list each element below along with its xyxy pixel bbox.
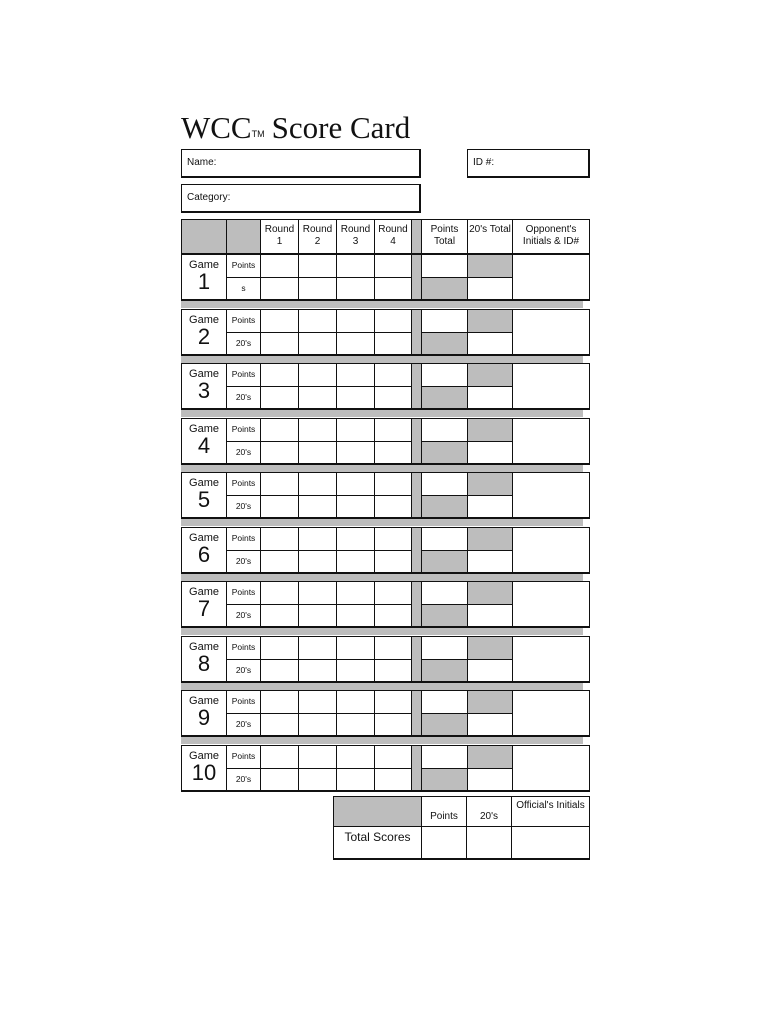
twenties-row-label: 20's	[226, 441, 260, 464]
header-blank-2	[226, 219, 260, 254]
points-total-shaded	[421, 441, 467, 464]
game-number: 7	[197, 596, 211, 621]
game-word: Game	[189, 641, 219, 653]
opponent-initials-cell[interactable]	[512, 690, 590, 736]
game-label	[181, 527, 226, 573]
opponent-initials-cell[interactable]	[512, 254, 590, 300]
round-1-points-cell[interactable]	[260, 418, 298, 441]
round-3-points-cell[interactable]	[336, 581, 374, 604]
twenties-total-cell[interactable]	[467, 386, 512, 409]
round-1-points-cell[interactable]	[260, 636, 298, 659]
opponent-initials-cell[interactable]	[512, 309, 590, 355]
round-1-points-cell[interactable]	[260, 581, 298, 604]
game-row	[181, 527, 590, 573]
game-bottom-rule	[181, 790, 590, 792]
column-divider	[411, 254, 421, 300]
opponent-initials-cell[interactable]	[512, 472, 590, 518]
game-number: 8	[197, 651, 211, 676]
twenties-total-cell[interactable]	[467, 277, 512, 300]
game-separator	[181, 574, 583, 581]
game-label	[181, 690, 226, 736]
header-points-total: Points Total	[421, 219, 467, 254]
total-points-cell[interactable]	[421, 826, 466, 860]
twenties-row-label: 20's	[226, 550, 260, 573]
round-2-points-cell[interactable]	[298, 254, 336, 277]
opponent-initials-cell[interactable]	[512, 745, 590, 791]
column-divider	[411, 527, 421, 573]
round-2-20s-cell[interactable]	[298, 441, 336, 464]
points-row-label: Points	[226, 363, 260, 386]
round-4-20s-cell[interactable]	[374, 604, 411, 627]
points-total-cell[interactable]	[421, 636, 467, 659]
twenties-total-cell[interactable]	[467, 659, 512, 682]
round-4-points-cell[interactable]	[374, 527, 411, 550]
round-1-20s-cell[interactable]	[260, 713, 298, 736]
twenties-row-label: s	[226, 277, 260, 300]
points-total-shaded	[421, 332, 467, 355]
round-2-points-cell[interactable]	[298, 636, 336, 659]
column-header-row	[181, 219, 590, 254]
round-1-20s-cell[interactable]	[260, 277, 298, 300]
round-4-20s-cell[interactable]	[374, 332, 411, 355]
id-field[interactable]	[467, 149, 590, 178]
round-2-points-cell[interactable]	[298, 581, 336, 604]
points-total-cell[interactable]	[421, 309, 467, 332]
twenties-total-shaded	[467, 472, 512, 495]
game-label	[181, 472, 226, 518]
round-3-points-cell[interactable]	[336, 254, 374, 277]
game-number: 9	[197, 705, 211, 730]
twenties-total-cell[interactable]	[467, 550, 512, 573]
twenties-row-label: 20's	[226, 495, 260, 518]
twenties-total-cell[interactable]	[467, 441, 512, 464]
round-3-20s-cell[interactable]	[336, 495, 374, 518]
opponent-initials-cell[interactable]	[512, 527, 590, 573]
total-20s-cell[interactable]	[466, 826, 511, 860]
round-3-20s-cell[interactable]	[336, 386, 374, 409]
round-4-points-cell[interactable]	[374, 472, 411, 495]
points-total-shaded	[421, 768, 467, 791]
round-4-20s-cell[interactable]	[374, 550, 411, 573]
round-3-points-cell[interactable]	[336, 309, 374, 332]
officials-initials-cell[interactable]	[511, 826, 590, 860]
twenties-total-shaded	[467, 690, 512, 713]
round-1-points-cell[interactable]	[260, 309, 298, 332]
round-4-20s-cell[interactable]	[374, 659, 411, 682]
round-3-20s-cell[interactable]	[336, 768, 374, 791]
header-round-3: Round 3	[336, 219, 374, 254]
round-4-20s-cell[interactable]	[374, 768, 411, 791]
game-separator	[181, 301, 583, 308]
game-separator	[181, 683, 583, 690]
round-1-20s-cell[interactable]	[260, 659, 298, 682]
header-divider	[411, 219, 421, 254]
twenties-total-shaded	[467, 309, 512, 332]
header-round-4: Round 4	[374, 219, 411, 254]
points-row-label: Points	[226, 254, 260, 277]
round-3-points-cell[interactable]	[336, 363, 374, 386]
round-4-20s-cell[interactable]	[374, 277, 411, 300]
points-total-shaded	[421, 495, 467, 518]
round-3-points-cell[interactable]	[336, 472, 374, 495]
round-2-points-cell[interactable]	[298, 418, 336, 441]
twenties-row-label: 20's	[226, 604, 260, 627]
round-4-points-cell[interactable]	[374, 309, 411, 332]
opponent-initials-cell[interactable]	[512, 363, 590, 409]
column-divider	[411, 472, 421, 518]
round-2-20s-cell[interactable]	[298, 550, 336, 573]
points-total-shaded	[421, 550, 467, 573]
game-separator	[181, 410, 583, 417]
game-row	[181, 418, 590, 464]
round-4-points-cell[interactable]	[374, 363, 411, 386]
game-number: 4	[197, 433, 211, 458]
game-label	[181, 581, 226, 627]
round-2-20s-cell[interactable]	[298, 332, 336, 355]
category-label: Category:	[187, 192, 231, 203]
round-3-points-cell[interactable]	[336, 690, 374, 713]
game-label	[181, 636, 226, 682]
totals-blank	[333, 796, 421, 826]
game-word: Game	[189, 259, 219, 271]
round-1-20s-cell[interactable]	[260, 768, 298, 791]
round-2-points-cell[interactable]	[298, 363, 336, 386]
totals-table	[333, 796, 590, 860]
points-total-shaded	[421, 386, 467, 409]
round-3-20s-cell[interactable]	[336, 713, 374, 736]
header-opponent: Opponent's Initials & ID#	[512, 219, 590, 254]
round-1-points-cell[interactable]	[260, 254, 298, 277]
game-row	[181, 254, 590, 300]
round-1-20s-cell[interactable]	[260, 495, 298, 518]
round-4-20s-cell[interactable]	[374, 495, 411, 518]
points-row-label: Points	[226, 581, 260, 604]
points-total-cell[interactable]	[421, 472, 467, 495]
header-round-1: Round 1	[260, 219, 298, 254]
twenties-total-cell[interactable]	[467, 604, 512, 627]
twenties-total-shaded	[467, 254, 512, 277]
points-row-label: Points	[226, 418, 260, 441]
round-2-points-cell[interactable]	[298, 690, 336, 713]
name-label: Name:	[187, 157, 217, 168]
opponent-initials-cell[interactable]	[512, 581, 590, 627]
points-total-shaded	[421, 713, 467, 736]
opponent-initials-cell[interactable]	[512, 636, 590, 682]
round-2-20s-cell[interactable]	[298, 277, 336, 300]
round-4-points-cell[interactable]	[374, 581, 411, 604]
game-word: Game	[189, 750, 219, 762]
game-row	[181, 581, 590, 627]
twenties-row-label: 20's	[226, 332, 260, 355]
game-label	[181, 363, 226, 409]
title-main: WCC	[181, 110, 252, 145]
round-2-20s-cell[interactable]	[298, 495, 336, 518]
game-separator	[181, 519, 583, 526]
totals-points-header: Points	[421, 796, 466, 826]
points-total-shaded	[421, 277, 467, 300]
game-separator	[181, 465, 583, 472]
points-total-cell[interactable]	[421, 363, 467, 386]
game-separator	[181, 628, 583, 635]
round-3-20s-cell[interactable]	[336, 659, 374, 682]
round-4-points-cell[interactable]	[374, 254, 411, 277]
round-1-points-cell[interactable]	[260, 472, 298, 495]
points-total-shaded	[421, 604, 467, 627]
round-4-points-cell[interactable]	[374, 690, 411, 713]
twenties-total-cell[interactable]	[467, 332, 512, 355]
round-4-points-cell[interactable]	[374, 636, 411, 659]
game-row	[181, 363, 590, 409]
total-scores-label: Total Scores	[333, 826, 421, 860]
points-total-cell[interactable]	[421, 690, 467, 713]
points-total-cell[interactable]	[421, 745, 467, 768]
round-1-20s-cell[interactable]	[260, 604, 298, 627]
game-separator	[181, 737, 583, 744]
twenties-total-cell[interactable]	[467, 495, 512, 518]
round-2-points-cell[interactable]	[298, 745, 336, 768]
trademark-mark: TM	[251, 129, 265, 139]
game-row	[181, 745, 590, 791]
column-divider	[411, 418, 421, 464]
round-3-points-cell[interactable]	[336, 527, 374, 550]
column-divider	[411, 690, 421, 736]
game-row	[181, 309, 590, 355]
points-row-label: Points	[226, 472, 260, 495]
twenties-row-label: 20's	[226, 768, 260, 791]
opponent-initials-cell[interactable]	[512, 418, 590, 464]
round-1-20s-cell[interactable]	[260, 386, 298, 409]
game-number: 2	[197, 324, 211, 349]
round-3-20s-cell[interactable]	[336, 441, 374, 464]
game-label	[181, 745, 226, 791]
round-2-points-cell[interactable]	[298, 472, 336, 495]
game-word: Game	[189, 532, 219, 544]
round-4-20s-cell[interactable]	[374, 441, 411, 464]
column-divider	[411, 636, 421, 682]
round-2-points-cell[interactable]	[298, 309, 336, 332]
round-2-20s-cell[interactable]	[298, 659, 336, 682]
twenties-total-shaded	[467, 636, 512, 659]
header-round-2: Round 2	[298, 219, 336, 254]
round-1-20s-cell[interactable]	[260, 332, 298, 355]
round-4-points-cell[interactable]	[374, 745, 411, 768]
twenties-total-shaded	[467, 581, 512, 604]
column-divider	[411, 309, 421, 355]
round-2-20s-cell[interactable]	[298, 386, 336, 409]
game-row	[181, 636, 590, 682]
round-2-points-cell[interactable]	[298, 527, 336, 550]
game-word: Game	[189, 695, 219, 707]
header-20s-total: 20's Total	[467, 219, 512, 254]
points-row-label: Points	[226, 745, 260, 768]
points-row-label: Points	[226, 309, 260, 332]
points-total-cell[interactable]	[421, 581, 467, 604]
round-1-points-cell[interactable]	[260, 745, 298, 768]
totals-officials-header: Official's Initials	[511, 796, 590, 826]
twenties-total-shaded	[467, 418, 512, 441]
title-rest: Score Card	[271, 110, 411, 145]
game-label	[181, 254, 226, 300]
points-row-label: Points	[226, 690, 260, 713]
round-3-20s-cell[interactable]	[336, 332, 374, 355]
twenties-total-shaded	[467, 745, 512, 768]
round-3-points-cell[interactable]	[336, 745, 374, 768]
game-label	[181, 418, 226, 464]
game-word: Game	[189, 368, 219, 380]
round-2-20s-cell[interactable]	[298, 604, 336, 627]
game-number: 10	[191, 760, 217, 785]
round-3-points-cell[interactable]	[336, 636, 374, 659]
column-divider	[411, 745, 421, 791]
round-1-20s-cell[interactable]	[260, 441, 298, 464]
game-word: Game	[189, 586, 219, 598]
column-divider	[411, 581, 421, 627]
round-1-points-cell[interactable]	[260, 690, 298, 713]
game-word: Game	[189, 477, 219, 489]
game-row	[181, 690, 590, 736]
twenties-row-label: 20's	[226, 659, 260, 682]
twenties-row-label: 20's	[226, 713, 260, 736]
round-2-20s-cell[interactable]	[298, 768, 336, 791]
points-row-label: Points	[226, 527, 260, 550]
round-2-20s-cell[interactable]	[298, 713, 336, 736]
id-label: ID #:	[473, 157, 495, 168]
category-field[interactable]	[181, 184, 421, 213]
round-3-points-cell[interactable]	[336, 418, 374, 441]
twenties-total-shaded	[467, 527, 512, 550]
game-row	[181, 472, 590, 518]
twenties-total-shaded	[467, 363, 512, 386]
round-4-20s-cell[interactable]	[374, 713, 411, 736]
game-word: Game	[189, 314, 219, 326]
round-1-points-cell[interactable]	[260, 363, 298, 386]
name-field[interactable]	[181, 149, 421, 178]
game-number: 1	[197, 269, 211, 294]
totals-20s-header: 20's	[466, 796, 511, 826]
game-label	[181, 309, 226, 355]
round-4-20s-cell[interactable]	[374, 386, 411, 409]
round-1-20s-cell[interactable]	[260, 550, 298, 573]
twenties-total-cell[interactable]	[467, 768, 512, 791]
header-blank-1	[181, 219, 226, 254]
page-title	[181, 110, 410, 146]
game-number: 6	[197, 542, 211, 567]
points-total-cell[interactable]	[421, 254, 467, 277]
game-number: 5	[197, 487, 211, 512]
points-total-cell[interactable]	[421, 527, 467, 550]
twenties-total-cell[interactable]	[467, 713, 512, 736]
round-3-20s-cell[interactable]	[336, 550, 374, 573]
twenties-row-label: 20's	[226, 386, 260, 409]
points-row-label: Points	[226, 636, 260, 659]
round-4-points-cell[interactable]	[374, 418, 411, 441]
column-divider	[411, 363, 421, 409]
game-number: 3	[197, 378, 211, 403]
round-3-20s-cell[interactable]	[336, 604, 374, 627]
points-total-shaded	[421, 659, 467, 682]
round-3-20s-cell[interactable]	[336, 277, 374, 300]
game-separator	[181, 356, 583, 363]
game-word: Game	[189, 423, 219, 435]
points-total-cell[interactable]	[421, 418, 467, 441]
round-1-points-cell[interactable]	[260, 527, 298, 550]
